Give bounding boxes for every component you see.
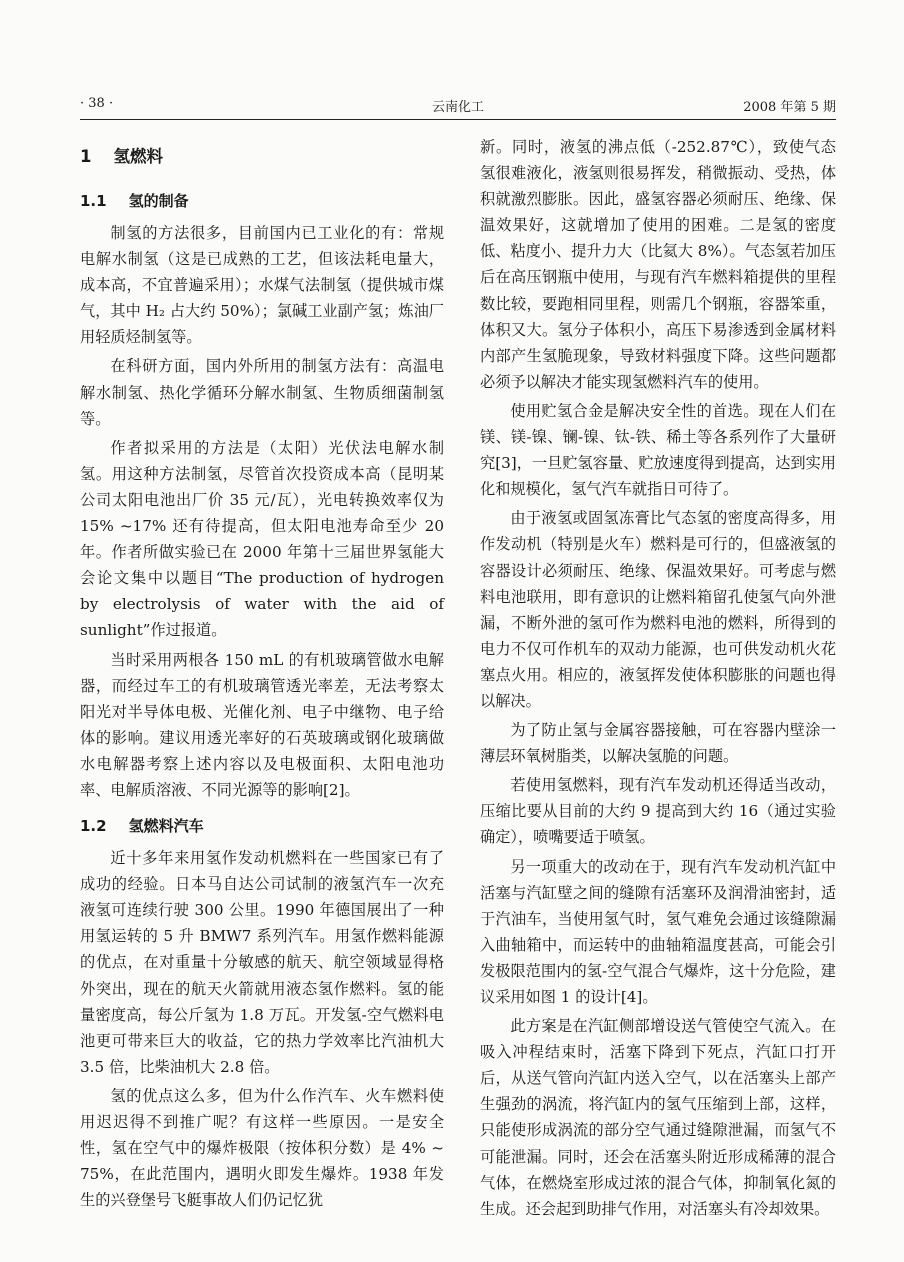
paragraph: 使用贮氢合金是解决安全性的首选。现在人们在镁、镁-镍、镧-镍、钛-铁、稀土等各系列作了大量研究[3]，一旦贮氢容量、贮放速度得到提高，达到实用化和规模化，氢气汽车就指日可待了。 — [480, 401, 836, 499]
paragraph: 此方案是在汽缸侧部增设送气管使空气流入。在吸入冲程结束时，活塞下降到下死点，汽缸口打开后，从送气管向汽缸内送入空气，以在活塞头上部产生强劲的涡流，将汽缸内的氢气压缩到上部，这样，只能使形成涡流的部分空气通过缝隙泄漏，而氢气不可能泄漏。同时，还会在活塞头附近形成稀薄的混合气体，在燃烧室形成过浓的混合气体，抑制氧化氮的生成。还会起到助排气作用，对活塞头有冷却效果。 — [480, 1017, 836, 1218]
page-number: · 38 · — [80, 96, 114, 111]
paragraph: 氢的优点这么多，但为什么作汽车、火车燃料使用迟迟得不到推广呢？有这样一些原因。一是安全性，氢在空气中的爆炸极限（按体积分数）是 4% ~ 75%，在此范围内，遇明火即发生爆炸。1938 年发生的兴登堡号飞艇事故人们仍记忆犹 — [80, 1086, 444, 1210]
paragraph: 另一项重大的改动在于，现有汽车发动机汽缸中活塞与汽缸壁之间的缝隙有活塞环及润滑油密封，适于汽油车，当使用氢气时，氢气难免会通过该缝隙漏入曲轴箱中，而运转中的曲轴箱温度甚高，可能会引发极限范围内的氢-空气混合气爆炸，这十分危险，建议采用如图 1 的设计[4]。 — [480, 857, 836, 1006]
subsection-heading — [80, 188, 444, 214]
subsection-number: 1.1 — [80, 192, 107, 210]
section-heading — [80, 144, 444, 170]
subsection-title: 氢的制备 — [128, 192, 189, 210]
paragraph: 制氢的方法很多，目前国内已工业化的有：常规电解水制氢（这是已成熟的工艺，但该法耗电量大，成本高，不宜普遍采用）；水煤气法制氢（提供城市煤气，其中 H₂ 占大约 50%）；氯碱工业副产氢；炼油厂用轻质烃制氢等。 — [80, 224, 444, 347]
header-rule — [80, 119, 836, 120]
paragraph: 在科研方面，国内外所用的制氢方法有：高温电解水制氢、热化学循环分解水制氢、生物质细菌制氢等。 — [80, 357, 444, 428]
section-title: 氢燃料 — [113, 147, 163, 166]
paragraph: 若使用氢燃料，现有汽车发动机还得适当改动，压缩比要从目前的大约 9 提高到大约 16（通过实验确定），喷嘴要适于喷氢。 — [480, 776, 836, 847]
running-header — [80, 92, 836, 120]
paragraph: 近十多年来用氢作发动机燃料在一些国家已有了成功的经验。日本马自达公司试制的液氢汽车一次充液氢可连续行驶 300 公里。1990 年德国展出了一种用氢运转的 5 升 BMW7 系列汽车。用氢作燃料能源的优点，在对重量十分敏感的航天、航空领域显得格外突出，现在的航天火箭就用液态氢作燃料。氢的能量密度高，每公斤氢为 1.8 万瓦。开发氢-空气燃料电池更可带来巨大的收益，它的热力学效率比汽油机大 3.5 倍，比柴油机大 2.8 倍。 — [80, 849, 444, 1076]
subsection-heading — [80, 813, 444, 839]
left-column — [80, 134, 444, 1216]
subsection-title: 氢燃料汽车 — [128, 817, 204, 836]
paragraph: 当时采用两根各 150 mL 的有机玻璃管做水电解器，而经过车工的有机玻璃管透光率差，无法考察太阳光对半导体电极、光催化剂、电子中继物、电子给体的影响。建议用透光率好的石英玻璃或钢化玻璃做水电解器考察上述内容以及电极面积、太阳电池功率、电解质溶液、不同光源等的影响[2]。 — [80, 650, 444, 799]
paragraph: 由于液氢或固氢冻膏比气态氢的密度高得多，用作发动机（特别是火车）燃料是可行的，但盛液氢的容器设计必须耐压、绝缘、保温效果好。可考虑与燃料电池联用，即有意识的让燃料箱留孔使氢气向外泄漏，不断外泄的氢可作为燃料电池的燃料，所得到的电力不仅可作机车的双动力能源，也可供发动机火花塞点火用。相应的，液氢挥发使体积膨胀的问题也得以解决。 — [480, 509, 836, 710]
paragraph: 作者拟采用的方法是（太阳）光伏法电解水制氢。用这种方法制氢，尽管首次投资成本高（昆明某公司太阳电池出厂价 35 元/瓦），光电转换效率仅为 15% ~17% 还有待提高，但太阳电池寿命至少 20 年。作者所做实验已在 2000 年第十三届世界氢能大会论文集中以题目“The production of hydrogen by electrolysis of water with the aid of sunlight”作过报道。 — [80, 438, 444, 640]
subsection-number: 1.2 — [80, 817, 107, 836]
right-column — [480, 134, 836, 1225]
paragraph-continued: 新。同时，液氢的沸点低（-252.87℃），致使气态氢很难液化，液氢则很易挥发，稍微振动、受热，体积就激烈膨胀。因此，盛氢容器必须耐压、绝缘、保温效果好，这就增加了使用的困难。二是氢的密度低、粘度小、提升力大（比氦大 8%）。气态氢若加压后在高压钢瓶中使用，与现有汽车燃料箱提供的里程数比较，要跑相同里程，则需几个钢瓶，容器笨重，体积又大。氢分子体积小，高压下易渗透到金属材料内部产生氢脆现象，导致材料强度下降。这些问题都必须予以解决才能实现氢燃料汽车的使用。 — [480, 138, 836, 391]
paragraph: 为了防止氢与金属容器接触，可在容器内壁涂一薄层环氧树脂类，以解决氢脆的问题。 — [480, 721, 836, 766]
section-number: 1 — [80, 147, 92, 166]
issue-label: 2008 年第 5 期 — [743, 100, 836, 115]
journal-name: 云南化工 — [431, 100, 484, 115]
